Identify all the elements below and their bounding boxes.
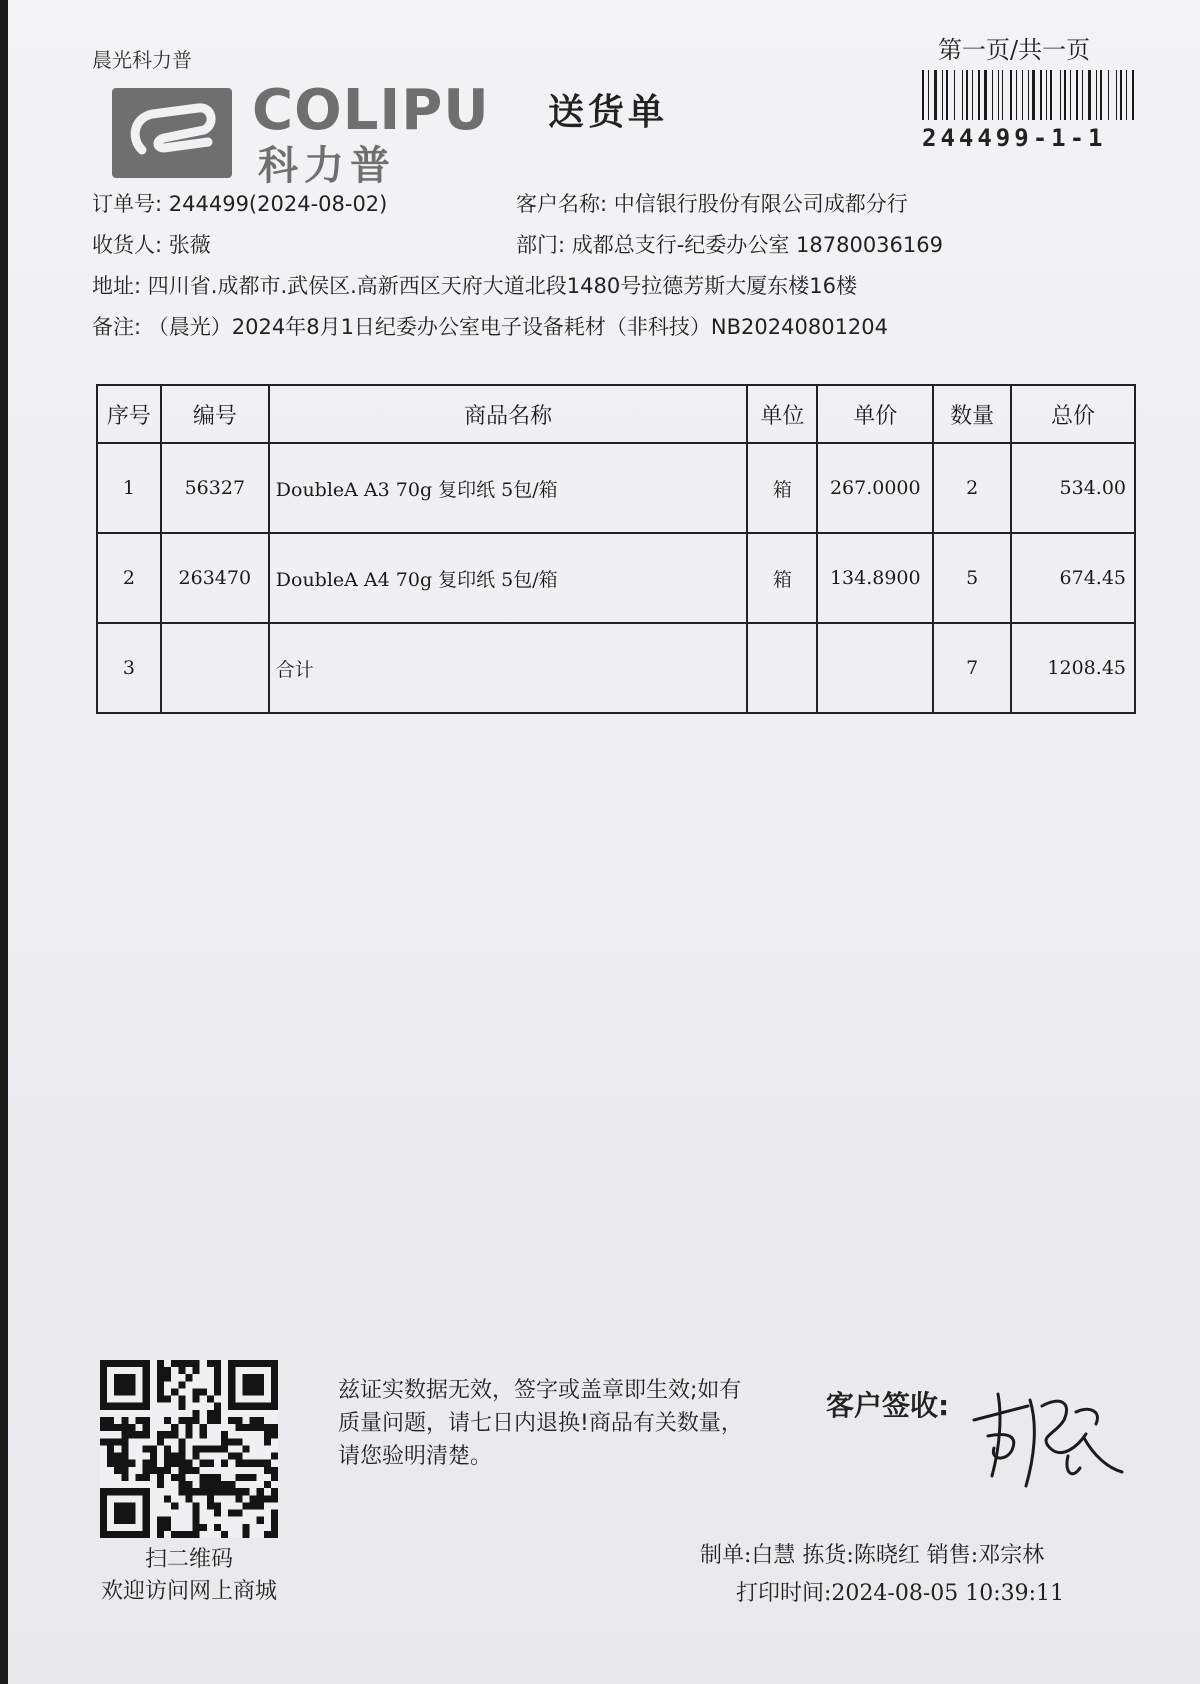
customer-sign-label: 客户签收: — [826, 1389, 950, 1422]
customer-name — [516, 188, 908, 218]
qr-caption-line-2: 欢迎访问网上商城 — [100, 1579, 277, 1604]
cell-code — [161, 623, 269, 713]
remark-label: 备注: — [92, 315, 142, 339]
cell-unit — [747, 623, 817, 713]
cell-quantity: 2 — [933, 443, 1011, 533]
header-code: 编号 — [161, 385, 269, 443]
cell-code: 263470 — [161, 533, 269, 623]
brand-small-text: 晨光科力普 — [92, 48, 192, 72]
cell-unit: 箱 — [747, 443, 817, 533]
cell-product-name: 合计 — [269, 623, 748, 713]
address-value: 四川省.成都市.武侯区.高新西区天府大道北段1480号拉德芳斯大厦东楼16楼 — [147, 274, 857, 298]
address — [92, 270, 857, 300]
qr-code-icon[interactable] — [100, 1360, 278, 1538]
order-label: 订单号: — [92, 192, 163, 216]
barcode-icon — [922, 70, 1134, 120]
cell-unit-price: 134.8900 — [817, 533, 933, 623]
cell-total: 674.45 — [1011, 533, 1135, 623]
logo-chinese-name: 科力普 — [258, 143, 396, 189]
cell-product-name: DoubleA A4 70g 复印纸 5包/箱 — [269, 533, 748, 623]
cell-quantity: 5 — [933, 533, 1011, 623]
table-row-summary — [97, 623, 1135, 713]
header-unit-price: 单价 — [817, 385, 933, 443]
cell-seq: 2 — [97, 533, 161, 623]
cell-product-name: DoubleA A3 70g 复印纸 5包/箱 — [269, 443, 748, 533]
staff-line: 制单:白慧 拣货:陈晓红 销售:邓宗林 — [700, 1543, 1045, 1568]
receiver-label: 收货人: — [92, 233, 163, 257]
handwritten-signature-icon — [968, 1376, 1128, 1496]
notice-text: 兹证实数据无效，签字或盖章即生效;如有质量问题，请七日内退换!商品有关数量，请您验明清楚。 — [338, 1378, 743, 1469]
print-time: 打印时间:2024-08-05 10:39:11 — [736, 1581, 1065, 1606]
receiver-value: 张薇 — [168, 233, 211, 257]
receiver — [92, 229, 211, 259]
customer-label: 客户名称: — [516, 192, 608, 216]
cell-total: 534.00 — [1011, 443, 1135, 533]
cell-code: 56327 — [161, 443, 269, 533]
header-unit: 单位 — [747, 385, 817, 443]
table-row — [97, 533, 1135, 623]
qr-caption — [84, 1544, 294, 1608]
colipu-logo-icon — [112, 88, 232, 178]
header-product-name: 商品名称 — [269, 385, 748, 443]
order-value: 244499(2024-08-02) — [168, 192, 388, 216]
cell-unit: 箱 — [747, 533, 817, 623]
cell-seq: 1 — [97, 443, 161, 533]
address-label: 地址: — [92, 274, 142, 298]
table-row — [97, 443, 1135, 533]
cell-unit-price: 267.0000 — [817, 443, 933, 533]
cell-quantity: 7 — [933, 623, 1011, 713]
items-table — [96, 384, 1136, 714]
barcode-number: 244499-1-1 — [922, 124, 1107, 152]
remark — [92, 311, 888, 341]
table-header-row — [97, 385, 1135, 443]
document-title: 送货单 — [548, 92, 669, 133]
cell-unit-price — [817, 623, 933, 713]
customer-value: 中信银行股份有限公司成都分行 — [613, 192, 908, 216]
cell-total: 1208.45 — [1011, 623, 1135, 713]
cell-seq: 3 — [97, 623, 161, 713]
qr-caption-line-1: 扫二维码 — [144, 1547, 233, 1572]
header-total: 总价 — [1011, 385, 1135, 443]
remark-value: （晨光）2024年8月1日纪委办公室电子设备耗材（非科技）NB20240801204 — [147, 315, 889, 339]
logo-wordmark: COLIPU — [252, 78, 490, 143]
page-indicator: 第一页/共一页 — [938, 36, 1091, 64]
department-label: 部门: — [516, 233, 566, 257]
department-value: 成都总支行-纪委办公室 18780036169 — [571, 233, 943, 257]
order-number — [92, 188, 387, 218]
header-quantity: 数量 — [933, 385, 1011, 443]
department — [516, 229, 943, 259]
header-seq: 序号 — [97, 385, 161, 443]
